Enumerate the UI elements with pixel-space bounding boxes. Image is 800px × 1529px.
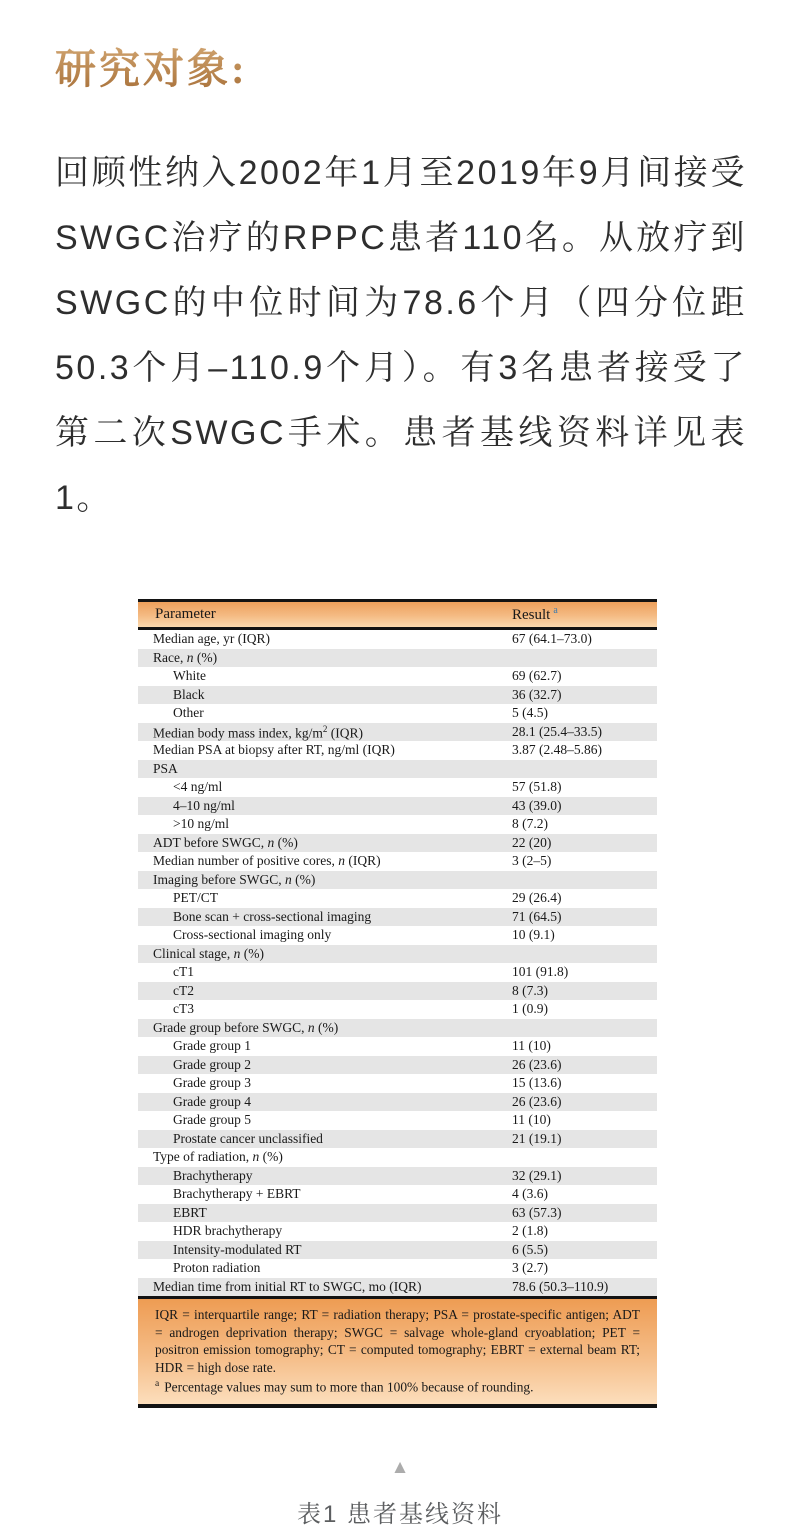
parameter-cell: Grade group 1: [173, 1038, 251, 1053]
abbreviations-text: IQR = interquartile range; RT = radiation therapy; PSA = prostate-specific antigen; ADT = androgen deprivation therapy; SWGC = salvage whole-gland cryoablation; PET = positron emission tomography; CT = computed tomography; EBRT = external beam RT; HDR = high dose rate.: [155, 1307, 640, 1375]
parameter-cell: Grade group 3: [173, 1075, 251, 1090]
parameter-cell: <4 ng/ml: [173, 779, 223, 794]
table-row: [138, 1222, 657, 1241]
result-cell: 43 (39.0): [512, 797, 562, 813]
result-cell: 26 (23.6): [512, 1093, 562, 1109]
table-row: [138, 1037, 657, 1056]
parameter-cell: cT1: [173, 964, 194, 979]
table-body: [138, 630, 657, 1299]
footnote-a-text: Percentage values may sum to more than 100% because of rounding.: [164, 1379, 534, 1395]
result-cell: 32 (29.1): [512, 1167, 562, 1183]
table-row: [138, 1111, 657, 1130]
table-row: [138, 1074, 657, 1093]
parameter-cell: Race, n (%): [153, 649, 218, 665]
table-footnotes: [138, 1299, 657, 1408]
table-row: [138, 982, 657, 1001]
table-row: [138, 760, 657, 779]
result-footnote-marker: a: [553, 605, 558, 616]
result-cell: 69 (62.7): [512, 668, 562, 683]
table-row: [138, 649, 657, 668]
result-cell: 4 (3.6): [512, 1186, 548, 1201]
result-cell: 3 (2.7): [512, 1260, 548, 1275]
table-row: [138, 778, 657, 797]
parameter-cell: cT2: [173, 982, 194, 998]
parameter-cell: Imaging before SWGC, n (%): [153, 871, 316, 887]
parameter-cell: ADT before SWGC, n (%): [153, 834, 298, 850]
result-cell: 29 (26.4): [512, 890, 562, 905]
result-cell: 71 (64.5): [512, 908, 562, 924]
table-row: [138, 1185, 657, 1204]
table-row: [138, 1000, 657, 1019]
parameter-cell: Median time from initial RT to SWGC, mo (IQR): [153, 1278, 422, 1294]
parameter-cell: Bone scan + cross-sectional imaging: [173, 908, 372, 924]
result-cell: 21 (19.1): [512, 1130, 562, 1146]
table-row: [138, 1148, 657, 1167]
result-cell: 6 (5.5): [512, 1241, 548, 1257]
result-cell: 1 (0.9): [512, 1001, 548, 1016]
table-row: [138, 630, 657, 649]
result-cell: 67 (64.1–73.0): [512, 631, 592, 646]
table-row: [138, 1204, 657, 1223]
table-row: [138, 963, 657, 982]
table-row: [138, 871, 657, 890]
parameter-cell: PET/CT: [173, 890, 219, 905]
parameter-cell: Other: [173, 705, 204, 720]
triangle-up-icon: ▲: [390, 1457, 410, 1479]
parameter-cell: Prostate cancer unclassified: [173, 1130, 323, 1146]
table-row: [138, 741, 657, 760]
parameter-cell: Median body mass index, $kg/m^2$ (IQR): [153, 724, 363, 741]
result-cell: 78.6 (50.3–110.9): [512, 1278, 609, 1294]
result-cell: 101 (91.8): [512, 964, 569, 979]
table-row: [138, 1130, 657, 1149]
result-cell: 57 (51.8): [512, 779, 562, 794]
parameter-cell: Brachytherapy + EBRT: [173, 1186, 301, 1201]
table-row: [138, 667, 657, 686]
table-row: [138, 1019, 657, 1038]
table-row: [138, 1093, 657, 1112]
result-cell: 28.1 (25.4–33.5): [512, 723, 602, 739]
parameter-cell: Cross-sectional imaging only: [173, 927, 332, 942]
table-row: [138, 815, 657, 834]
parameter-cell: HDR brachytherapy: [173, 1223, 283, 1238]
table-row: [138, 1259, 657, 1278]
table-row: [138, 1056, 657, 1075]
parameter-cell: Brachytherapy: [173, 1167, 253, 1183]
parameter-cell: >10 ng/ml: [173, 816, 229, 831]
parameter-cell: Grade group 4: [173, 1093, 251, 1109]
parameter-cell: PSA: [153, 760, 178, 776]
parameter-cell: Black: [173, 686, 205, 702]
body-paragraph: 回顾性纳入2002年1月至2019年9月间接受SWGC治疗的RPPC患者110名。从放疗到SWGC的中位时间为78.6个月（四分位距50.3个月–110.9个月）。有3名患者接受了第二次SWGC手术。患者基线资料详见表1。: [55, 154, 747, 517]
figure-caption: 表1 患者基线资料: [296, 1501, 503, 1529]
result-cell: 3.87 (2.48–5.86): [512, 742, 602, 757]
table-row: [138, 1241, 657, 1260]
result-cell: 63 (57.3): [512, 1204, 562, 1220]
result-cell: 26 (23.6): [512, 1056, 562, 1072]
parameter-cell: White: [173, 668, 206, 683]
footnote-a: [155, 1376, 640, 1396]
parameter-cell: Type of radiation, n (%): [153, 1149, 283, 1164]
table-row: [138, 889, 657, 908]
parameter-cell: Grade group 5: [173, 1112, 251, 1127]
parameter-cell: Proton radiation: [173, 1260, 261, 1275]
result-cell: 5 (4.5): [512, 705, 548, 720]
result-cell: 22 (20): [512, 834, 552, 850]
table-row: [138, 1167, 657, 1186]
table-row: [138, 834, 657, 853]
parameter-cell: Grade group 2: [173, 1056, 251, 1072]
result-cell: 8 (7.3): [512, 982, 548, 998]
table-header-row: [138, 599, 657, 630]
table-row: [138, 1278, 657, 1297]
result-header-label: Result: [512, 607, 551, 623]
footnote-a-marker: a: [155, 1379, 160, 1390]
parameter-cell: Median number of positive cores, n (IQR): [153, 853, 381, 868]
parameter-cell: 4–10 ng/ml: [173, 797, 235, 813]
parameter-cell: EBRT: [173, 1204, 207, 1220]
table-row: [138, 723, 657, 742]
table-row: [138, 852, 657, 871]
column-header-parameter: Parameter: [155, 606, 216, 622]
result-cell: 2 (1.8): [512, 1223, 548, 1238]
result-cell: 10 (9.1): [512, 927, 555, 942]
figure-caption-area: [0, 1458, 800, 1529]
parameter-cell: Intensity-modulated RT: [173, 1241, 302, 1257]
table-row: [138, 686, 657, 705]
table-row: [138, 908, 657, 927]
result-cell: 15 (13.6): [512, 1075, 562, 1090]
table-row: [138, 926, 657, 945]
result-cell: 3 (2–5): [512, 853, 552, 868]
result-cell: 11 (10): [512, 1112, 551, 1127]
baseline-table-figure: [138, 599, 657, 1408]
section-title: 研究对象:: [55, 36, 248, 95]
parameter-cell: Median age, yr (IQR): [153, 631, 270, 646]
result-cell: 11 (10): [512, 1038, 551, 1053]
parameter-cell: Clinical stage, n (%): [153, 945, 264, 961]
table-row: [138, 797, 657, 816]
result-cell: 36 (32.7): [512, 686, 562, 702]
column-header-result: [512, 605, 657, 624]
parameter-cell: Grade group before SWGC, n (%): [153, 1019, 339, 1035]
parameter-cell: Median PSA at biopsy after RT, ng/ml (IQR): [153, 742, 395, 757]
result-cell: 8 (7.2): [512, 816, 548, 831]
table-row: [138, 945, 657, 964]
parameter-cell: cT3: [173, 1001, 194, 1016]
